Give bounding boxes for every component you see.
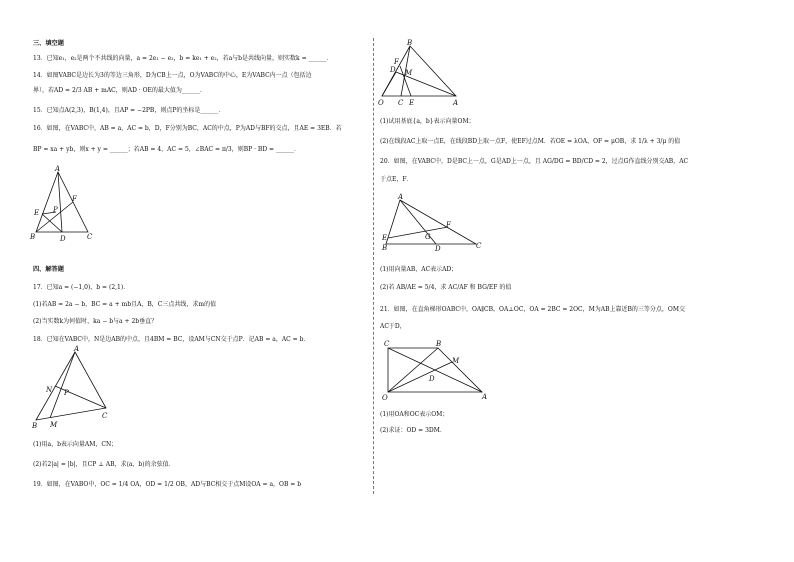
fig18-label-B: B: [32, 422, 38, 430]
question-19-part2: (2)在线段AC上取一点E，在线段BD上取一点F，使EF过点M．若OE = λOA，OF = μOB，求 1/λ + 3/μ 的值: [380, 138, 681, 145]
question-20-line1: 20．如图，在VABC中，D是BC上一点，G是AD上一点，且 AG/DG = BD/CD = 2，过点G作直线分别交AB，AC: [380, 158, 689, 165]
fig16-label-A: A: [55, 165, 61, 173]
question-17-part2: (2)当实数k为何值时，ka − b与a + 2b垂直？: [33, 318, 158, 325]
fig19-label-E: E: [409, 99, 415, 107]
fig16-label-B: B: [30, 233, 36, 241]
fig16-label-D: D: [60, 235, 66, 243]
fig19-label-A: A: [453, 99, 459, 107]
fig20-label-C: C: [476, 242, 482, 250]
fig21-label-M: M: [452, 357, 460, 365]
question-15: 15．已知点A(2,3)，B(1,4)，且AP = −2PB，则点P的坐标是______．: [33, 107, 225, 114]
fig21-label-C: C: [384, 340, 390, 348]
figure-q16: [30, 164, 105, 244]
fig21-label-O: O: [382, 394, 388, 402]
fig20-label-D: D: [435, 245, 441, 253]
figure-q19: [378, 40, 468, 115]
question-16-line2: BP = xa + yb，则x + y = ______；若AB = 4，AC = 5，∠BAC = π/3，则BP · BD = ______．: [33, 146, 300, 153]
figure-q21: [380, 336, 490, 404]
fig20-label-F: F: [446, 221, 451, 229]
question-17: 17．已知a = (−1,0)，b = (2,1)．: [33, 284, 130, 291]
fig18-label-M: M: [50, 421, 58, 429]
fig19-label-D: D: [390, 66, 396, 74]
question-14-line2: 界），若AD = 2/3 AB + mAC，则AD · OE的最大值为______．: [33, 87, 206, 94]
question-21-part1: (1)用OA和OC表示OM；: [380, 411, 449, 418]
fig16-label-C: C: [87, 233, 93, 241]
fig16-label-E: E: [34, 209, 40, 217]
fig20-label-B: B: [382, 244, 388, 252]
fig20-label-A: A: [398, 193, 404, 201]
fig18-label-P: P: [64, 389, 69, 397]
column-divider: [373, 38, 374, 494]
question-18: 18．已知在VABC中，N是边AB的中点，且4BM = BC，设AM与CN交于点P．记AB = a，AC = b．: [33, 336, 310, 343]
fig18-label-C: C: [102, 412, 108, 420]
question-18-part2: (2)若2|a| = |b|，且CP ⊥ AB，求⟨a，b⟩的余弦值．: [33, 461, 175, 468]
fig19-label-F: F: [394, 58, 399, 66]
question-17-part1: (1)若AB = 2a − b，BC = a + mb且A，B，C三点共线，求m的值: [33, 301, 217, 308]
question-21-line1: 21．如图，在直角梯形OABC中，OA∥CB，OA⊥OC，OA = 2BC = 2OC，M为AB上靠近B的三等分点，OM交: [380, 306, 685, 313]
question-21-part2: (2)求证：OD = 3DM．: [380, 427, 446, 434]
section-answer-heading: 四、解答题: [33, 266, 64, 273]
figure-q20: [380, 192, 485, 252]
fig20-label-E: E: [382, 234, 388, 242]
fig18-label-A: A: [74, 345, 80, 353]
question-19: 19．如图，在VABO中，OC = 1/4 OA，OD = 1/2 OB，AD与BC相交于点M设OA = a，OB = b: [33, 481, 302, 488]
fig21-label-A: A: [482, 393, 488, 401]
fig19-label-C: C: [398, 99, 404, 107]
fig16-label-F: F: [72, 195, 77, 203]
section-fill-in-heading: 三、填空题: [33, 40, 64, 47]
fig18-label-N: N: [46, 386, 53, 394]
question-20-part2: (2)若 AB/AE = 5/4，求 AC/AF 和 BG/EF 的值: [380, 284, 512, 291]
question-19-part1: (1)试用基底{a，b}表示向量OM；: [380, 118, 475, 125]
question-21-line2: AC于D，: [380, 323, 406, 330]
fig21-label-D: D: [429, 375, 435, 383]
question-16-line1: 16．如图，在VABC中，AB = a，AC = b，D，F分别为BC，AC的中点，P为AD与BF的交点，且AE = 3EB．若: [33, 125, 342, 132]
fig19-label-B: B: [407, 39, 413, 47]
fig16-label-P: P: [53, 206, 58, 214]
fig19-label-O: O: [378, 99, 384, 107]
fig21-label-B: B: [436, 340, 442, 348]
figure-q18: [30, 346, 120, 431]
question-20-part1: (1)用向量AB，AC表示AD；: [380, 266, 458, 273]
question-20-line2: 于点E，F．: [380, 176, 413, 183]
question-13: 13．已知e₁，e₂是两个不共线的向量，a = 2e₁ − e₂，b = ke₁ + e₂，若a与b是共线向量，则实数k = ______．: [33, 55, 333, 62]
question-14-line1: 14．如图VABC是边长为3的等边三角形，D为CB上一点，O为VABC的中心，E为VABC内一点（包括边: [33, 72, 312, 79]
fig19-label-M: M: [405, 69, 413, 77]
question-18-part1: (1)用a，b表示向量AM，CN；: [33, 441, 118, 448]
fig20-label-G: G: [425, 233, 431, 241]
